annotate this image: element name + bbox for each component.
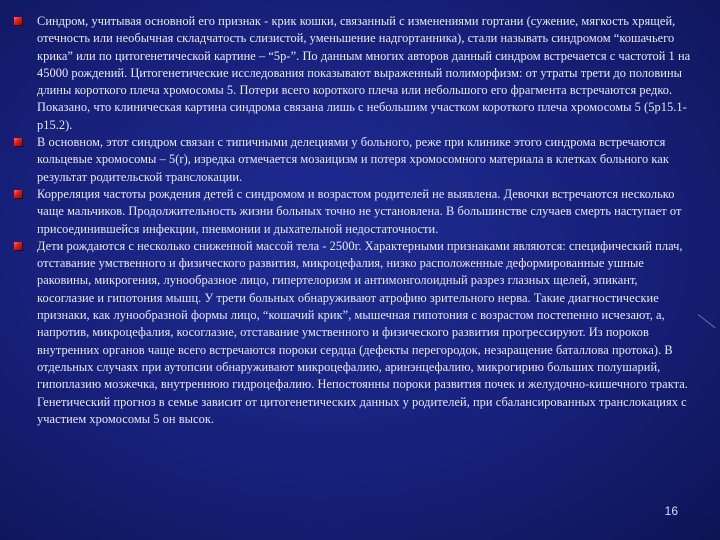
- decorative-line: [698, 314, 716, 328]
- paragraph-text: Дети рождаются с несколько сниженной массой тела - 2500г. Характерными признаками являются: специфический плач, отставание умственного и физического развития, микроцефалия, низко расположенные деформированные ушные раковины, микрогения, лунообразное лицо, гипертелоризм и антимонголоидный разрез глазных щелей, эпикант, косоглазие и гипотония мышц. У трети больных обнаруживают атрофию зрительного нерва. Такие диагностические признаки, как лунообразной формы лицо, “кошачий крик”, мышечная гипотония с возрастом постепенно исчезают, а, напротив, микроцефалия, косоглазие, отставание умственного и физического развития прогрессируют. Из пороков внутренних органов чаще всего встречаются пороки сердца (дефекты перегородок, незаращение баталлова протока). В отдельных случаях при аутопсии обнаруживают микроцефалию, аринэнцефалию, микрогирию больших полушарий, гипоплазию мозжечка, внутреннюю гидроцефалию. Непостоянны пороки развития почек и желудочно-кишечного тракта. Генетический прогноз в семье зависит от цитогенетических данных у родителей, при сбалансированных транслокациях с участием хромосомы 5 он высок.: [37, 238, 688, 426]
- paragraph-text: Синдром, учитывая основной его признак - крик кошки, связанный с изменениями гортани (сужение, мягкость хрящей, отечность или необычная складчатость слизистой, уменьшение надгортанника), стали называть синдромом “кошачьего крика” или по цитогенетической картине – “5р-”. По данным многих авторов данный синдром встречается с частотой 1 на 45000 рождений. Цитогенетические исследования показывают выраженный полиморфизм: от утраты трети до половины длины короткого плеча хромосомы 5. Потери всего короткого плеча или небольшого его фрагмента встречаются редко. Показано, что клиническая картина синдрома связана лишь с небольшим участком короткого плеча хромосомы 5 (5р15.1-р15.2).: [37, 14, 691, 132]
- slide-body: [14, 13, 694, 428]
- bullet-icon: [14, 17, 22, 25]
- bullet-icon: [14, 190, 22, 198]
- paragraph-1: [14, 13, 694, 134]
- paragraph-2: [14, 134, 694, 186]
- paragraph-3: [14, 186, 694, 238]
- paragraph-text: В основном, этот синдром связан с типичными делециями у больного, реже при клинике этого синдрома встречаются кольцевые хромосомы – 5(r), изредка отмечается мозаицизм и потеря хромосомного материала в клетках больного как результат родительской транслокации.: [37, 135, 669, 184]
- paragraph-4: [14, 238, 694, 428]
- page-number: 16: [664, 504, 678, 518]
- paragraph-text: Корреляция частоты рождения детей с синдромом и возрастом родителей не выявлена. Девочки встречаются несколько чаще мальчиков. Продолжительность жизни больных точно не установлена. В большинстве случаев смерть наступает от присоединившейся инфекции, пневмонии и дыхательной недостаточности.: [37, 186, 682, 236]
- bullet-icon: [14, 242, 22, 250]
- bullet-icon: [14, 138, 22, 146]
